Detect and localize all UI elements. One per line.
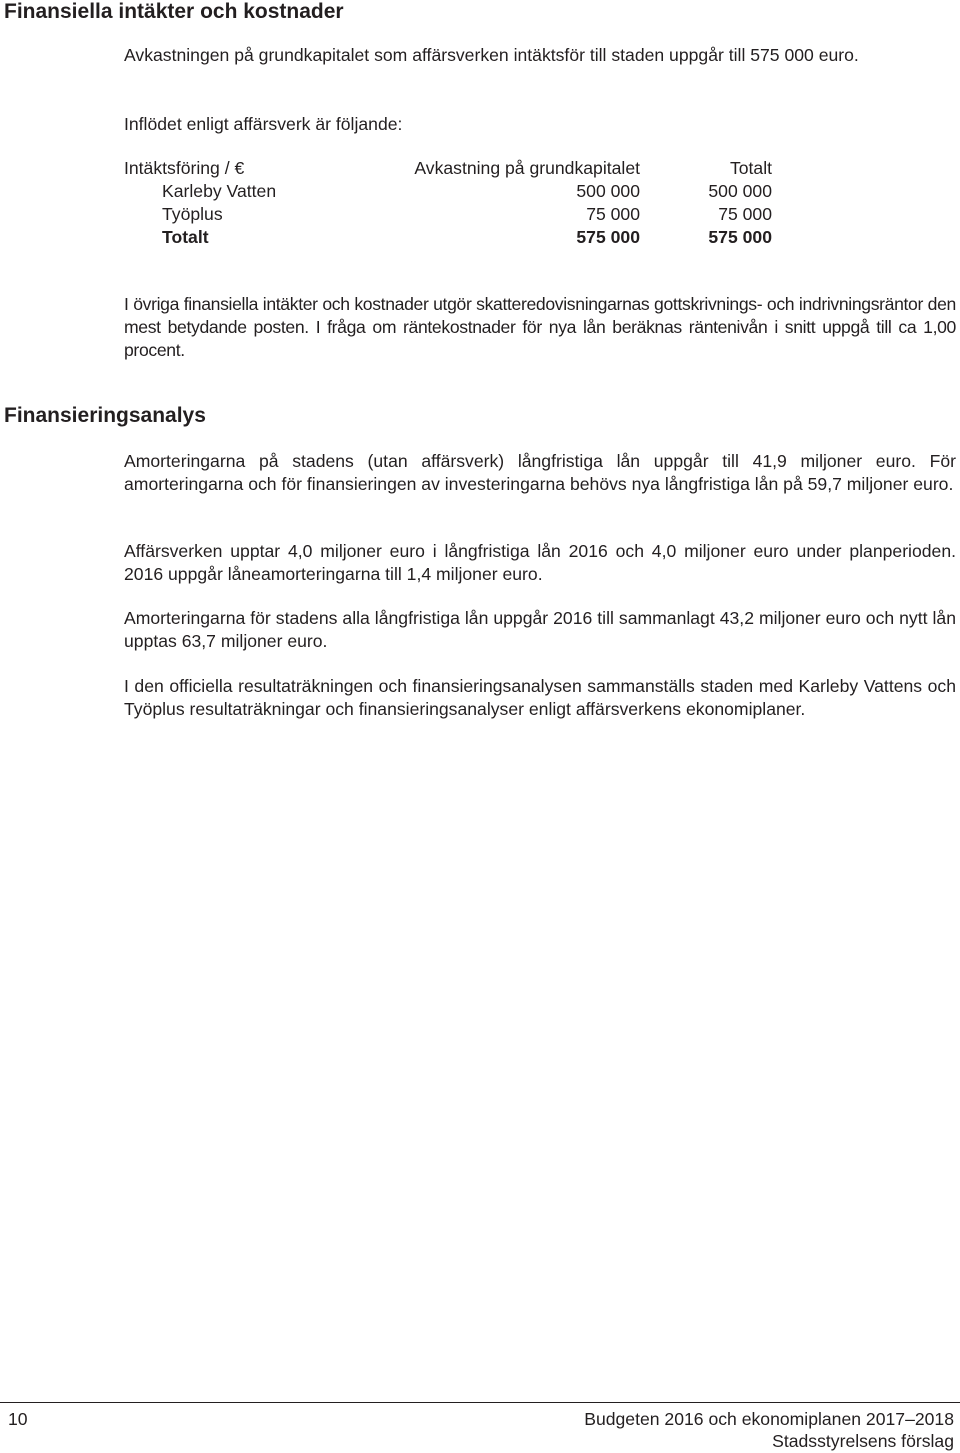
table-cell-name: Totalt <box>162 227 209 247</box>
footer-subtitle: Stadsstyrelsens förslag <box>772 1431 954 1451</box>
table-cell-value: 500 000 <box>708 181 772 201</box>
table-header-row <box>124 157 784 180</box>
table-header-cell: Avkastning på grundkapitalet <box>414 158 640 178</box>
table-row <box>124 180 784 203</box>
table-cell-value: 500 000 <box>576 181 640 201</box>
table-cell-value: 575 000 <box>708 227 772 247</box>
table-cell-value: 75 000 <box>718 204 772 224</box>
body-paragraph: Amorteringarna på stadens (utan affärsverk) långfristiga lån uppgår till 41,9 miljoner euro. För amorteringarna och för finansieringen av investeringarna behövs nya långfristiga lån på 59,7 miljoner euro. <box>124 451 956 494</box>
table-cell-value: 75 000 <box>586 204 640 224</box>
table-cell-name: Työplus <box>162 204 223 224</box>
table-row <box>124 203 784 226</box>
intro-paragraph: Avkastningen på grundkapitalet som affärsverken intäktsför till staden uppgår till 575 000 euro. <box>124 45 859 65</box>
table-total-row <box>124 226 784 249</box>
body-paragraph: I den officiella resultaträkningen och finansieringsanalysen sammanställs staden med Karleby Vattens och Työplus resultaträkningar och finansieringsanalyser enligt affärsverkens ekonomiplaner. <box>124 676 956 719</box>
footer-titles <box>584 1408 954 1452</box>
table-header-cell: Intäktsföring / € <box>124 158 245 178</box>
footer-divider <box>0 1402 960 1403</box>
table-cell-value: 575 000 <box>576 227 640 247</box>
page-number: 10 <box>8 1409 28 1429</box>
interest-paragraph: I övriga finansiella intäkter och kostnader utgör skatteredovisningarnas gottskrivnings- och indrivningsräntor den mest betydande posten. I fråga om räntekostnader för nya lån beräknas räntenivån i snitt uppgå till ca 1,00 procent. <box>124 294 956 360</box>
table-cell-name: Karleby Vatten <box>162 181 277 201</box>
section-heading-financial: Finansiella intäkter och kostnader <box>4 0 344 23</box>
table-header-cell: Totalt <box>729 158 772 178</box>
income-table <box>124 157 784 249</box>
table-intro: Inflödet enligt affärsverk är följande: <box>124 114 403 134</box>
footer-title: Budgeten 2016 och ekonomiplanen 2017–2018 <box>584 1409 954 1429</box>
body-paragraph: Amorteringarna för stadens alla långfristiga lån uppgår 2016 till sammanlagt 43,2 miljoner euro och nytt lån upptas 63,7 miljoner euro. <box>124 608 956 651</box>
section-heading-financing-analysis: Finansieringsanalys <box>4 404 206 427</box>
body-paragraph: Affärsverken upptar 4,0 miljoner euro i långfristiga lån 2016 och 4,0 miljoner euro under planperioden. 2016 uppgår låneamorteringarna till 1,4 miljoner euro. <box>124 541 956 584</box>
